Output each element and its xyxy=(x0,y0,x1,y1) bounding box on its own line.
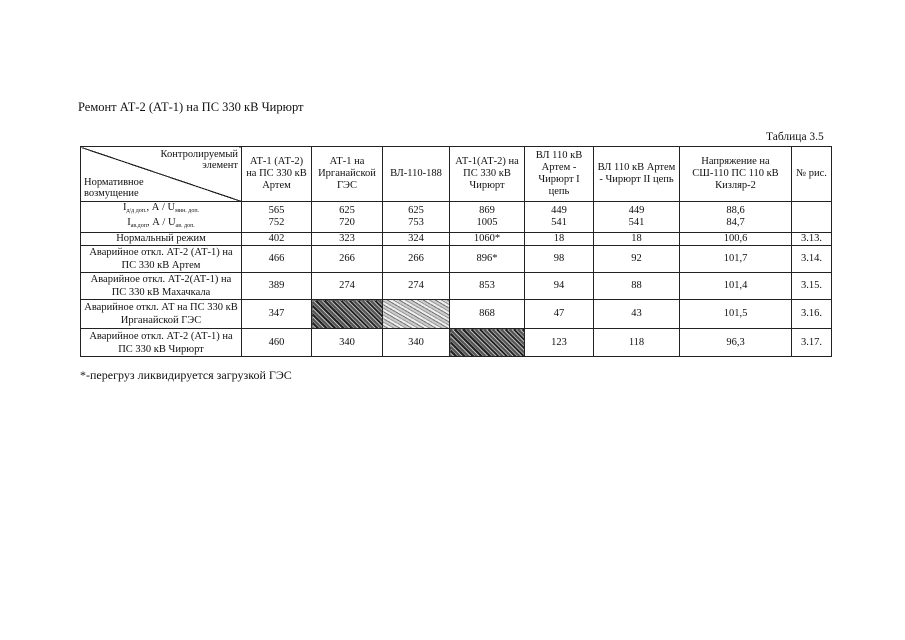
table-label: Таблица 3.5 xyxy=(766,131,824,143)
table-row xyxy=(81,329,832,357)
diag-bot-line2: возмущение xyxy=(84,188,139,199)
limit-cell: 449 541 xyxy=(594,202,680,233)
table-cell: 3.17. xyxy=(792,329,832,357)
table-cell: 92 xyxy=(594,246,680,273)
table-cell: 18 xyxy=(525,233,594,246)
col-header-2: АТ-1 на Ирганайской ГЭС xyxy=(312,147,383,202)
table-cell: 3.16. xyxy=(792,300,832,329)
table-cell: 123 xyxy=(525,329,594,357)
table-cell: 18 xyxy=(594,233,680,246)
table-cell: 118 xyxy=(594,329,680,357)
col-header-1: АТ-1 (АТ-2) на ПС 330 кВ Артем xyxy=(242,147,312,202)
limit-cell: 449 541 xyxy=(525,202,594,233)
limit-cell: 88,6 84,7 xyxy=(680,202,792,233)
footnote: *-перегруз ликвидируется загрузкой ГЭС xyxy=(80,368,292,382)
col-header-7: Напряжение на СШ-110 ПС 110 кВ Кизляр-2 xyxy=(680,147,792,202)
table-cell: 98 xyxy=(525,246,594,273)
table-cell: 340 xyxy=(383,329,450,357)
table-cell: 3.13. xyxy=(792,233,832,246)
diag-bot-line1: Нормативное xyxy=(84,177,144,188)
table-cell: 94 xyxy=(525,273,594,300)
limit-cell: 625 720 xyxy=(312,202,383,233)
col-header-5: ВЛ 110 кВ Артем - Чирюрт I цепь xyxy=(525,147,594,202)
limit-cell: 869 1005 xyxy=(450,202,525,233)
diagonal-header-cell xyxy=(81,147,242,202)
table-cell: 324 xyxy=(383,233,450,246)
table-row xyxy=(81,300,832,329)
table-cell: 100,6 xyxy=(680,233,792,246)
limits-label-line2: $I_{ав.доп}$, А / $U_{ав. доп.}$ xyxy=(127,217,195,229)
table-cell: 868 xyxy=(450,300,525,329)
table-cell: 266 xyxy=(312,246,383,273)
table-cell: 3.15. xyxy=(792,273,832,300)
row-name: Аварийное откл. АТ-2(АТ-1) на ПС 330 кВ Махачкала xyxy=(81,273,242,300)
diag-top-line2: элемент xyxy=(202,160,238,171)
table-cell: 1060* xyxy=(450,233,525,246)
col-header-6: ВЛ 110 кВ Артем - Чирюрт II цепь xyxy=(594,147,680,202)
row-name: Аварийное откл. АТ на ПС 330 кВ Ирганайской ГЭС xyxy=(81,300,242,329)
table-cell: 274 xyxy=(312,273,383,300)
col-header-8: № рис. xyxy=(792,147,832,202)
table-row xyxy=(81,246,832,273)
diag-top-line1: Контролируемый xyxy=(160,149,238,160)
table-cell: 101,7 xyxy=(680,246,792,273)
header-row xyxy=(81,147,832,202)
table-cell: 347 xyxy=(242,300,312,329)
shaded-cell xyxy=(450,329,525,357)
table-cell: 896* xyxy=(450,246,525,273)
table-cell: 323 xyxy=(312,233,383,246)
limit-cell: 625 753 xyxy=(383,202,450,233)
page-title: Ремонт АТ-2 (АТ-1) на ПС 330 кВ Чирюрт xyxy=(78,100,304,114)
row-name: Нормальный режим xyxy=(81,233,242,246)
results-table xyxy=(80,146,832,357)
table-cell: 340 xyxy=(312,329,383,357)
table-cell: 853 xyxy=(450,273,525,300)
shaded-cell xyxy=(383,300,450,329)
limit-cell-empty xyxy=(792,202,832,233)
table-cell: 389 xyxy=(242,273,312,300)
table-cell: 47 xyxy=(525,300,594,329)
table-cell: 460 xyxy=(242,329,312,357)
limits-label-line1: $I_{д/д доп.}$, А / $U_{мин. доп.}$ xyxy=(122,202,200,214)
table-cell: 274 xyxy=(383,273,450,300)
col-header-4: АТ-1(АТ-2) на ПС 330 кВ Чирюрт xyxy=(450,147,525,202)
limit-cell: 565 752 xyxy=(242,202,312,233)
row-name: Аварийное откл. АТ-2 (АТ-1) на ПС 330 кВ Артем xyxy=(81,246,242,273)
limits-row xyxy=(81,202,832,233)
table-cell: 266 xyxy=(383,246,450,273)
limits-label-cell xyxy=(81,202,242,233)
table-cell: 402 xyxy=(242,233,312,246)
col-header-3: ВЛ-110-188 xyxy=(383,147,450,202)
shaded-cell xyxy=(312,300,383,329)
table-cell: 43 xyxy=(594,300,680,329)
row-name: Аварийное откл. АТ-2 (АТ-1) на ПС 330 кВ Чирюрт xyxy=(81,329,242,357)
table-row xyxy=(81,273,832,300)
table-cell: 101,5 xyxy=(680,300,792,329)
table-cell: 96,3 xyxy=(680,329,792,357)
table-row xyxy=(81,233,832,246)
table-cell: 466 xyxy=(242,246,312,273)
table-cell: 88 xyxy=(594,273,680,300)
table-cell: 101,4 xyxy=(680,273,792,300)
table-cell: 3.14. xyxy=(792,246,832,273)
